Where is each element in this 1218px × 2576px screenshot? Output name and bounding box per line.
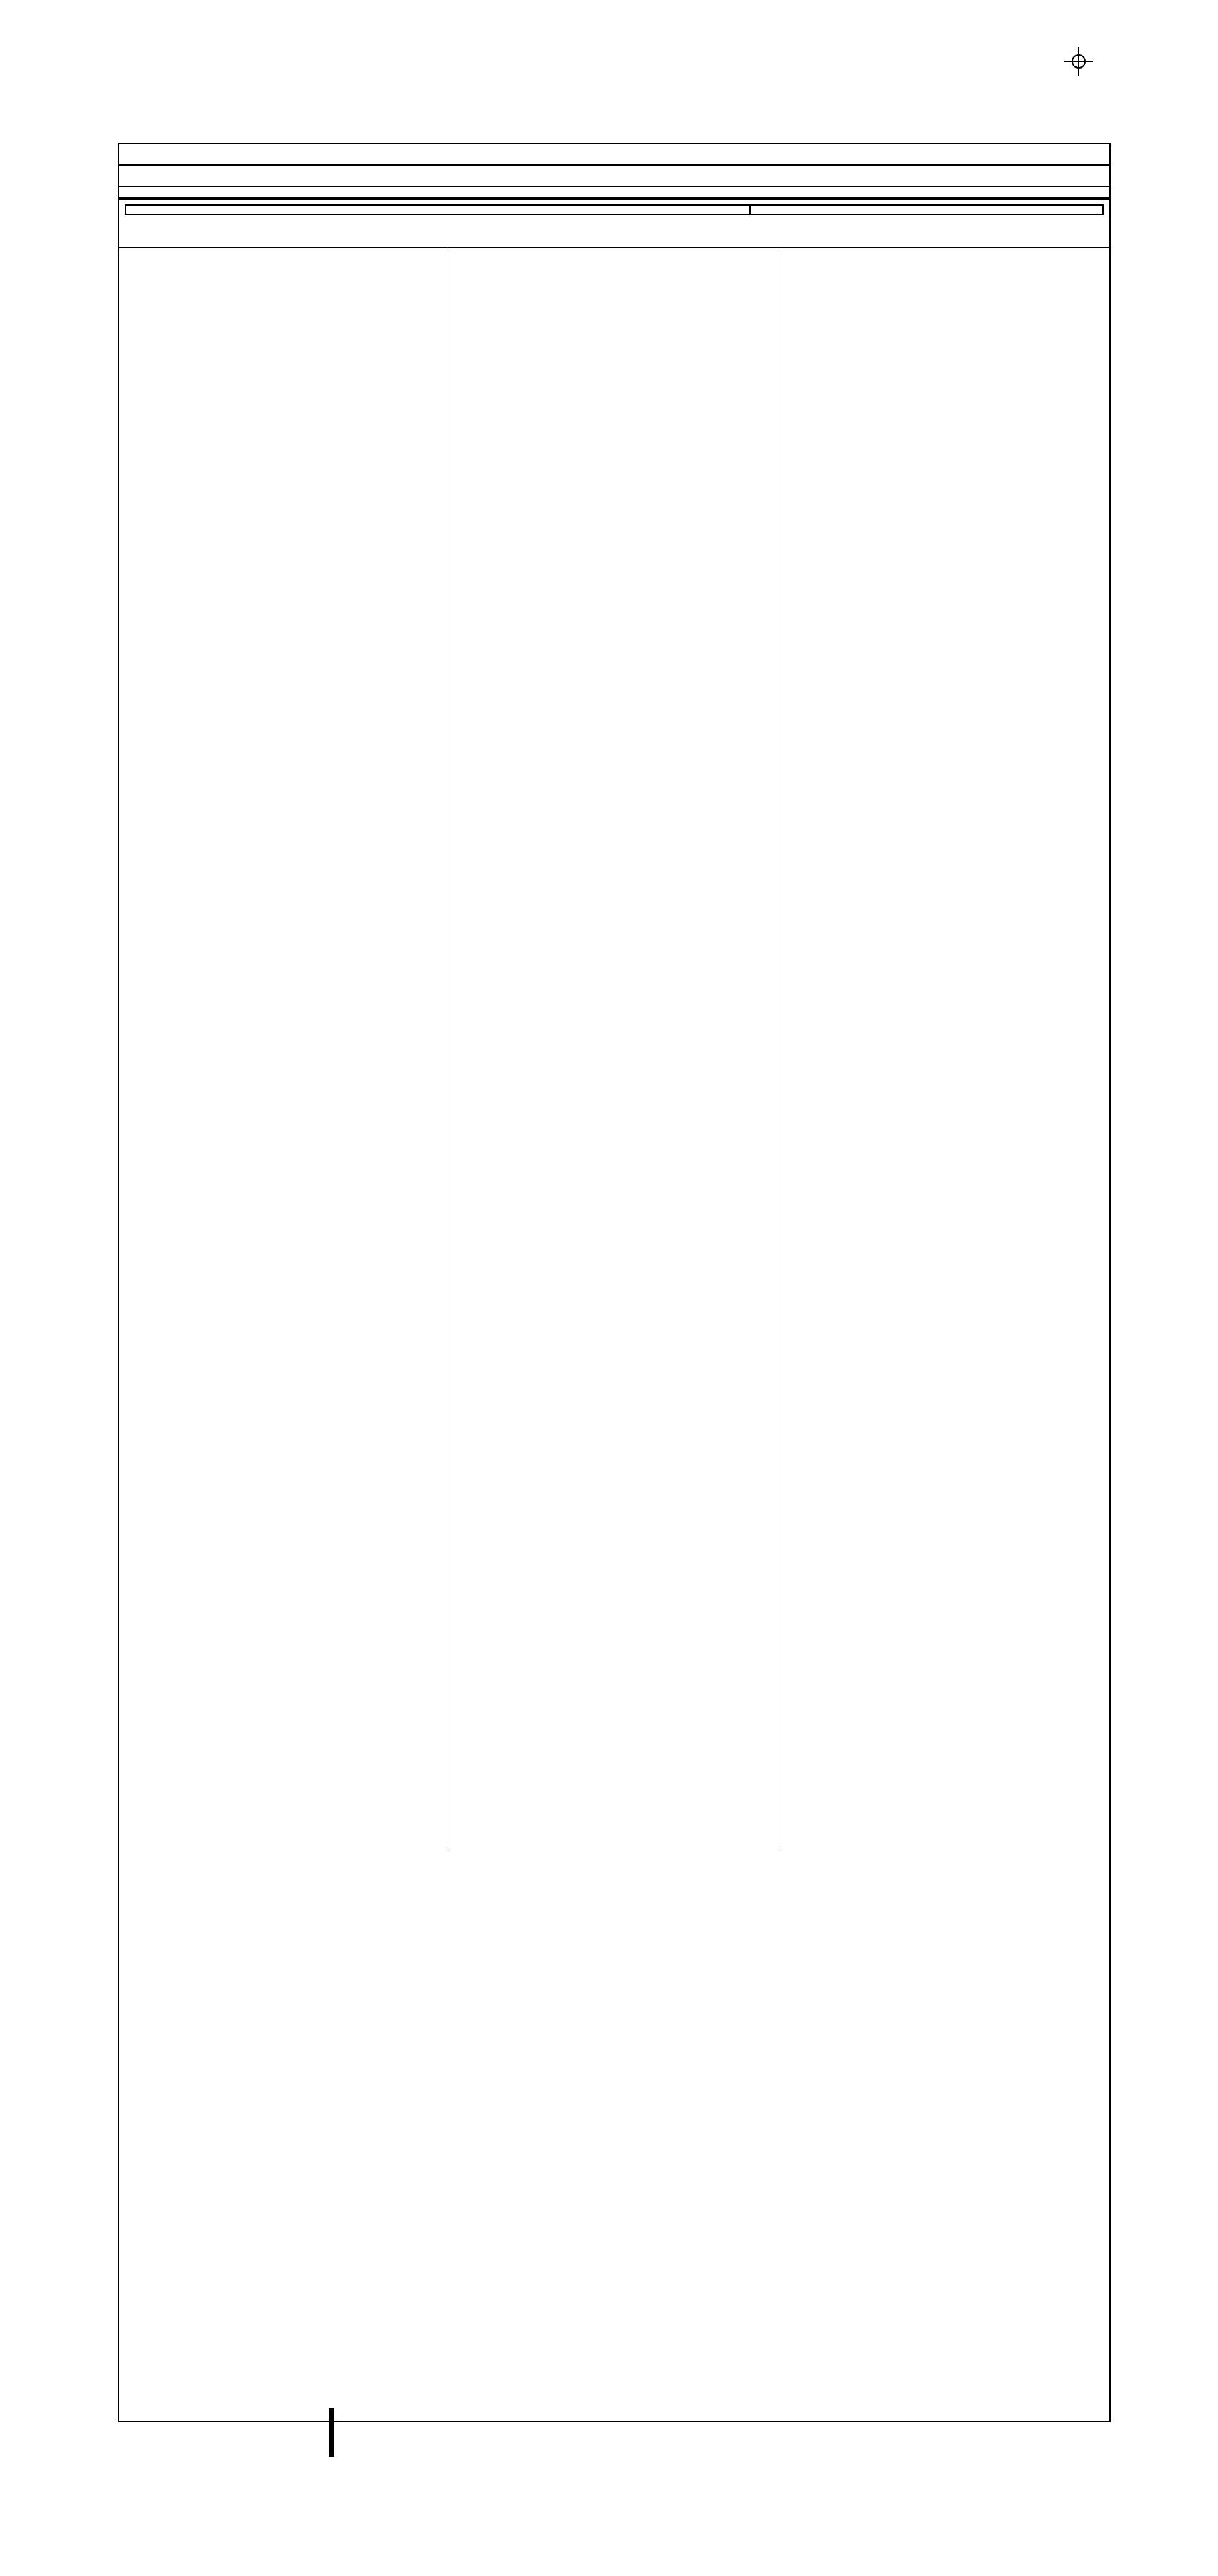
mistake-block	[119, 215, 1109, 227]
timing-marks-right	[1157, 136, 1176, 2480]
ballot-subtitle	[119, 187, 1109, 197]
ballot-header	[119, 144, 1109, 199]
warning-block	[751, 206, 1102, 214]
voter-fraud-affirmation	[129, 235, 1099, 239]
ballot-column-3	[779, 248, 1109, 1847]
county-name	[119, 144, 1109, 154]
ballot-column-1	[119, 248, 449, 1847]
instructions-section	[119, 199, 1109, 239]
ballot-style-codes	[119, 154, 1109, 164]
timing-marks-left	[44, 136, 63, 2480]
registration-ring-icon	[1072, 54, 1086, 69]
timing-marks-top	[43, 91, 1179, 133]
ballot-column-2	[449, 248, 779, 1847]
ballot-type-title	[119, 164, 1109, 187]
ballot-sheet	[118, 143, 1111, 2422]
to-vote-block	[126, 206, 751, 214]
registration-crosshair-icon	[1064, 47, 1093, 76]
timing-marks-bottom	[43, 2480, 1179, 2521]
ballot-barcode	[77, 2407, 256, 2457]
contest-columns	[119, 247, 1109, 1847]
single-bar-mark	[329, 2408, 334, 2457]
